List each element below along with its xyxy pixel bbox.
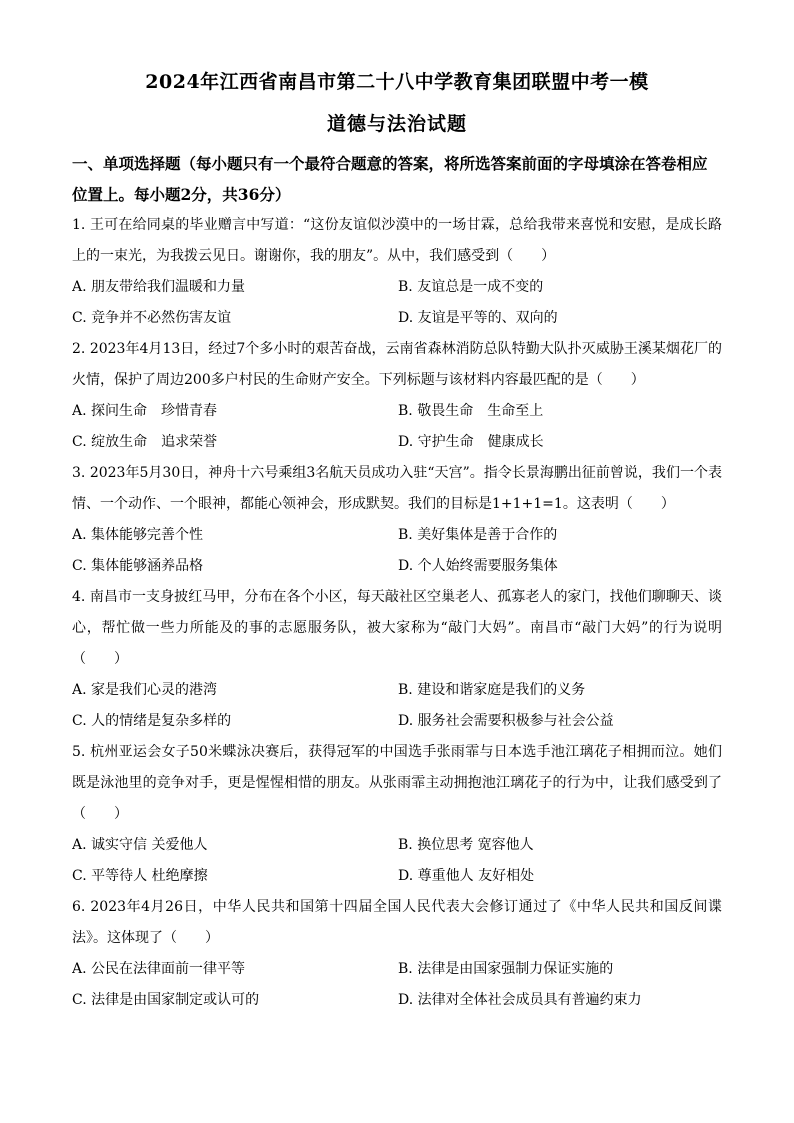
question-5 (72, 737, 722, 892)
option-d: D. 服务社会需要积极参与社会公益 (398, 713, 614, 729)
option-c: C. 集体能够涵养品格 (72, 558, 204, 574)
question-stem: 2. 2023年4月13日，经过7个多小时的艰苦奋战，云南省森林消防总队特勤大队扑灭威胁王溪某烟花厂的火情，保护了周边200多户村民的生命财产安全。下列标题与该材料内容最匹配的是（ ） (72, 341, 722, 388)
option-d: D. 守护生命 健康成长 (398, 434, 544, 450)
question-6 (72, 892, 722, 1016)
option-b: B. 换位思考 宽容他人 (398, 837, 534, 853)
options-grid (72, 830, 722, 892)
question-2 (72, 334, 722, 458)
option-a: A. 探问生命 珍惜青春 (72, 403, 218, 419)
option-c: C. 平等待人 杜绝摩擦 (72, 868, 208, 884)
options-grid (72, 520, 722, 582)
option-b: B. 建设和谐家庭是我们的义务 (398, 682, 586, 698)
question-stem: 1. 王可在给同桌的毕业赠言中写道：“这份友谊似沙漠中的一场甘霖，总给我带来喜悦和安慰，是成长路上的一束光，为我拨云见日。谢谢你，我的朋友”。从中，我们感受到（ ） (72, 217, 722, 264)
option-b: B. 敬畏生命 生命至上 (398, 403, 544, 419)
question-stem: 4. 南昌市一支身披红马甲，分布在各个小区，每天敲社区空巢老人、孤寡老人的家门，找他们聊聊天、谈心，帮忙做一些力所能及的事的志愿服务队，被大家称为“敲门大妈”。南昌市“敲门大妈”的行为说明（ ） (72, 589, 722, 667)
options-grid (72, 396, 722, 458)
options-grid (72, 272, 722, 334)
options-grid (72, 675, 722, 737)
option-d: D. 个人始终需要服务集体 (398, 558, 558, 574)
exam-title: 2024年江西省南昌市第二十八中学教育集团联盟中考一模 (145, 71, 649, 93)
question-4 (72, 582, 722, 737)
question-stem: 5. 杭州亚运会女子50米蝶泳决赛后，获得冠军的中国选手张雨霏与日本选手池江璃花子相拥而泣。她们既是泳池里的竞争对手，更是惺惺相惜的朋友。从张雨霏主动拥抱池江璃花子的行为中，让我们感受到了（ ） (72, 744, 722, 822)
question-1 (72, 210, 722, 334)
option-c: C. 竞争并不必然伤害友谊 (72, 310, 232, 326)
question-3 (72, 458, 722, 582)
option-b: B. 美好集体是善于合作的 (398, 527, 558, 543)
option-a: A. 诚实守信 关爱他人 (72, 837, 208, 853)
option-b: B. 友谊总是一成不变的 (398, 279, 544, 295)
option-a: A. 朋友带给我们温暖和力量 (72, 279, 246, 295)
option-a: A. 家是我们心灵的港湾 (72, 682, 218, 698)
option-d: D. 友谊是平等的、双向的 (398, 310, 558, 326)
question-stem: 3. 2023年5月30日，神舟十六号乘组3名航天员成功入驻“天宫”。指令长景海鹏出征前曾说，我们一个表情、一个动作、一个眼神，都能心领神会，形成默契。我们的目标是1+1+1=1。这表明（ ） (72, 465, 722, 512)
question-stem: 6. 2023年4月26日，中华人民共和国第十四届全国人民代表大会修订通过了《中华人民共和国反间谍法》。这体现了（ ） (72, 899, 722, 946)
option-d: D. 尊重他人 友好相处 (398, 868, 535, 884)
option-a: A. 公民在法律面前一律平等 (72, 961, 246, 977)
options-grid (72, 954, 722, 1016)
exam-subtitle: 道德与法治试题 (326, 113, 467, 135)
section-heading: 一、单项选择题（每小题只有一个最符合题意的答案，将所选答案前面的字母填涂在答卷相应位置上。每小题2分，共36分） (72, 154, 708, 204)
option-c: C. 法律是由国家制定或认可的 (72, 992, 260, 1008)
option-b: B. 法律是由国家强制力保证实施的 (398, 961, 614, 977)
option-c: C. 人的情绪是复杂多样的 (72, 713, 232, 729)
option-c: C. 绽放生命 追求荣誉 (72, 434, 218, 450)
option-a: A. 集体能够完善个性 (72, 527, 204, 543)
option-d: D. 法律对全体社会成员具有普遍约束力 (398, 992, 642, 1008)
